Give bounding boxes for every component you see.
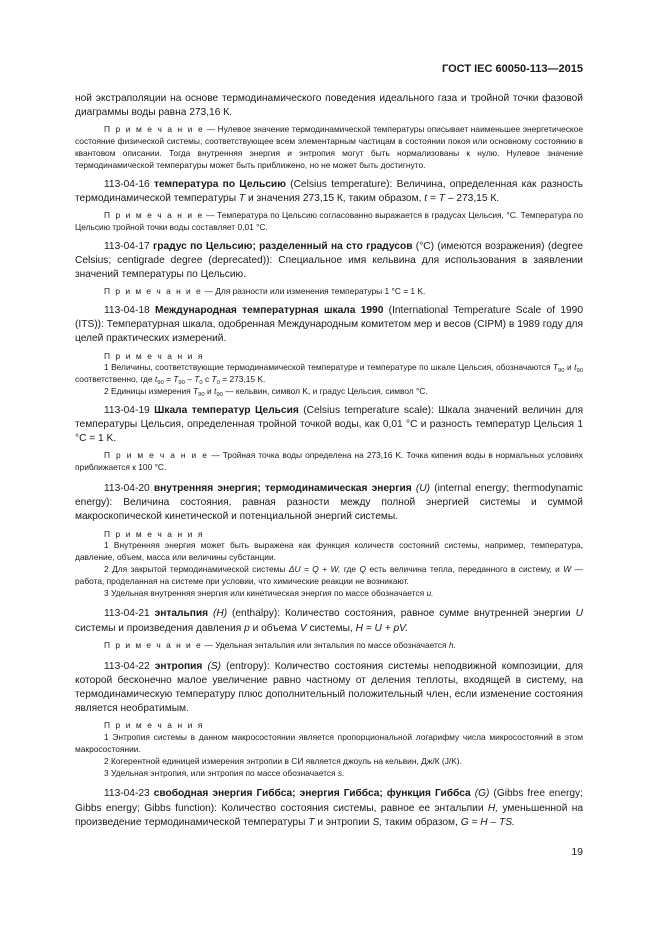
term-code: 113-04-16 bbox=[104, 178, 150, 190]
term-code: 113-04-21 bbox=[104, 608, 150, 620]
term-code: 113-04-22 bbox=[104, 660, 150, 672]
symbol: T bbox=[308, 816, 315, 828]
note-label: П р и м е ч а н и е bbox=[104, 286, 203, 297]
conjunction: и объема bbox=[252, 622, 297, 634]
term-code: 113-04-20 bbox=[104, 483, 150, 494]
term-name: градус по Цельсию; разделенный на сто градусов bbox=[153, 240, 413, 252]
symbol: (U) bbox=[415, 483, 431, 494]
symbol: t bbox=[154, 374, 158, 385]
note-thermodynamic-zero bbox=[75, 124, 583, 171]
term-definition-cont: системы, bbox=[309, 622, 353, 634]
note-text: — Удельная энтальпия или энтальпия по массе обозначается bbox=[204, 639, 447, 650]
page-number: 19 bbox=[571, 846, 583, 858]
term-definition-cont: системы и произведения давления bbox=[75, 622, 242, 634]
note-text: — Тройная точка воды определена на 273,16 K. Точка кипения воды в нормальных условиях приближается к 100 °C. bbox=[75, 450, 583, 473]
note-label: П р и м е ч а н и е bbox=[104, 450, 209, 461]
note-label: П р и м е ч а н и е bbox=[104, 210, 204, 220]
symbol: T bbox=[211, 374, 217, 385]
equals: = bbox=[429, 192, 439, 204]
note-text: 3 Удельная внутренняя энергия или кинетическая энергия по массе обозначается bbox=[104, 587, 425, 598]
term-definition: (enthalpy): Количество состояния, равное сумме внутренней энергии bbox=[231, 608, 571, 620]
term-definition-end: – 273,15 К. bbox=[447, 192, 500, 204]
term-entry-113-04-16 bbox=[75, 178, 583, 206]
term-entry-113-04-20 bbox=[75, 482, 583, 525]
page-body bbox=[75, 92, 583, 830]
term-entry-113-04-22 bbox=[75, 660, 583, 717]
note-specific-enthalpy bbox=[75, 640, 583, 652]
symbol: T bbox=[193, 386, 199, 396]
symbol: S, bbox=[372, 816, 383, 828]
conjunction: и bbox=[567, 362, 572, 373]
symbol: H, bbox=[487, 802, 499, 814]
term-name: свободная энергия Гиббса; энергия Гиббса; функция Гиббса bbox=[153, 788, 471, 800]
symbol: (G) bbox=[474, 788, 490, 800]
symbol: T bbox=[194, 374, 200, 385]
note-item-3 bbox=[75, 768, 583, 780]
note-text: — Температура по Цельсию согласованно выражается в градусах Цельсия, °C. Температура по Цельсию тройной точки воды составляет 0,01 °C. bbox=[75, 210, 583, 232]
intro-paragraph: ной экстраполяции на основе термодинамического поведения идеального газа и тройной точки фазовой диаграммы воды равна 273,16 К. bbox=[75, 93, 583, 119]
term-definition-cont: и значения 273,15 К, таким образом, bbox=[247, 192, 422, 204]
term-code: 113-04-19 bbox=[104, 404, 150, 416]
term-definition: (Gibbs free energy; Gibbs energy; Gibbs function): Количество состояния системы, равное ее энтальпии bbox=[75, 788, 583, 814]
term-definition: (Celsius temperature scale): Шкала значений величин для температуры Цельсия, определенная тройной точкой воды, как 0,01 °C и разность температур Цельсия 1 °C = 1 K. bbox=[75, 404, 583, 445]
note-text: — Нулевое значение термодинамической температуры описывает наименьшее энергетическое состояние физической системы, соответствующее всем элементарным частицам в состоянии покоя или основному состоянию в квантовом описании. Тогда внутренняя энергия и энтропия могут быть нормализованы к нулю. Нулевое значение термодинамической температуры может быть приближено, но не может быть достигнуто. bbox=[75, 124, 584, 170]
subscript: 90 bbox=[558, 368, 565, 375]
note-item-1: 1 Внутренняя энергия может быть выражена как функция количеств состояний системы, например, температура, давление, объем, масса или величины субстанции. bbox=[75, 540, 583, 563]
subscript: 90 bbox=[178, 380, 185, 387]
term-definition: (International Temperature Scale of 1990 (ITS)): Температурная шкала, одобренная Международным комитетом мер и весов (CIPM) в 1989 году для целей практических измерений. bbox=[75, 305, 583, 345]
symbol: s. bbox=[337, 767, 345, 778]
term-entry-113-04-23 bbox=[75, 787, 583, 830]
term-definition: (entropy): Количество состояния системы неподвижной композиции, для которой бесконечно малое увеличение равно частному от деления теплоты, входящей в систему, на термодинамическую температуру плюс дополнительный положительный член, если изменение состояния является необратимым. bbox=[75, 660, 583, 715]
term-definition: (internal energy; thermodynamic energy): Величина состояния, равная разности между полной энергией системы и суммой макроскопической кинетической и потенциальной энергий системы. bbox=[75, 483, 583, 523]
note-text: 2 Единицы измерения bbox=[104, 386, 191, 396]
note-text: где bbox=[343, 564, 357, 574]
symbol: W bbox=[563, 564, 572, 574]
term-definition: (Celsius temperature): Величина, определенная как разность термодинамической температуры bbox=[75, 178, 583, 204]
note-degree-celsius bbox=[75, 286, 583, 298]
symbol: h. bbox=[448, 639, 456, 650]
conjunction: с bbox=[205, 374, 210, 385]
term-entry-113-04-19 bbox=[75, 404, 583, 447]
subscript: 0 bbox=[199, 380, 203, 387]
note-item-2: 2 Когерентной единицей измерения энтропии в СИ является джоуль на кельвин, Дж/К (J/K). bbox=[104, 755, 462, 766]
symbol: U bbox=[575, 608, 583, 620]
subscript: 90 bbox=[216, 392, 223, 398]
term-name: энтальпия bbox=[154, 608, 209, 620]
note-triple-point bbox=[75, 450, 583, 474]
symbol: T bbox=[438, 192, 445, 204]
term-entry-113-04-17 bbox=[75, 240, 583, 283]
term-code: 113-04-23 bbox=[104, 788, 150, 800]
formula: G = H – TS. bbox=[460, 816, 515, 828]
symbol: (H) bbox=[212, 608, 228, 620]
symbol: t bbox=[424, 192, 428, 204]
symbol: (S) bbox=[207, 660, 222, 672]
subscript: 90 bbox=[576, 368, 583, 375]
document-header: ГОСТ IEC 60050-113—2015 bbox=[442, 63, 583, 75]
note-item-2 bbox=[75, 386, 583, 398]
term-definition-cont: уменьшенной на произведение термодинамической температуры bbox=[75, 802, 583, 828]
subscript: 90 bbox=[157, 380, 164, 387]
symbol: T bbox=[238, 192, 246, 204]
term-entry-113-04-18 bbox=[75, 304, 583, 347]
note-text: 2 Для закрытой термодинамической системы bbox=[104, 564, 286, 574]
note-text: есть величина тепла, переданного в систему, и bbox=[369, 564, 560, 574]
note-label: П р и м е ч а н и е bbox=[104, 124, 205, 135]
formula: ΔU = Q + W, bbox=[288, 564, 341, 574]
note-celsius-temperature bbox=[75, 210, 583, 234]
term-name: Международная температурная шкала 1990 bbox=[155, 305, 384, 316]
note-text: — работа, проделанная на системе при условии, что химические реакции не возникают. bbox=[75, 564, 583, 586]
symbol: u. bbox=[426, 587, 434, 598]
conjunction: и энтропии bbox=[317, 816, 370, 828]
term-code: 113-04-17 bbox=[104, 240, 150, 252]
symbol: Q bbox=[359, 564, 367, 574]
note-text: — Для разности или изменения температуры 1 °C = 1 K. bbox=[204, 286, 426, 297]
note-text: 1 Величины, соответствующие термодинамической температуре и температуре по шкале Цельсия, обозначаются bbox=[104, 362, 551, 373]
note-text: соответственно, где bbox=[75, 374, 153, 385]
term-definition-end: таким образом, bbox=[384, 816, 458, 828]
term-name: внутренняя энергия; термодинамическая энергия bbox=[153, 483, 412, 494]
term-name: Шкала температур Цельсия bbox=[154, 404, 299, 416]
symbol: t bbox=[574, 362, 577, 373]
notes-heading: П р и м е ч а н и я bbox=[104, 720, 204, 731]
subscript: 90 bbox=[198, 392, 205, 398]
symbol: t bbox=[214, 386, 217, 396]
symbol: V bbox=[299, 622, 307, 634]
symbol: p bbox=[244, 622, 250, 634]
notes-heading: П р и м е ч а н и я bbox=[104, 528, 204, 539]
term-name: энтропия bbox=[154, 660, 203, 672]
note-label: П р и м е ч а н и е bbox=[104, 639, 203, 650]
equals: = bbox=[166, 374, 171, 385]
subscript: 0 bbox=[216, 380, 220, 387]
note-text: 3 Удельная энтропия, или энтропия по массе обозначается bbox=[104, 767, 336, 778]
notes-heading: П р и м е ч а н и я bbox=[104, 350, 204, 361]
symbol: T bbox=[173, 374, 179, 385]
term-definition: (°C) (имеются возражения) (degree Celsius; centigrade degree (deprecated)): Специальное имя кельвина для использования в заявлении значений температуры по Цельсию. bbox=[75, 240, 583, 280]
note-item-3 bbox=[75, 588, 583, 600]
note-item-1 bbox=[75, 362, 583, 386]
term-entry-113-04-21 bbox=[75, 607, 583, 635]
term-name: температура по Цельсию bbox=[153, 178, 286, 190]
formula: H = U + pV. bbox=[355, 622, 409, 634]
term-code: 113-04-18 bbox=[104, 305, 150, 316]
note-item-1: 1 Энтропия системы в данном макросостоянии является пропорциональной логарифму числа микросостояний в этом макросостоянии. bbox=[75, 732, 583, 754]
minus: – bbox=[187, 374, 192, 385]
symbol: T bbox=[552, 362, 559, 373]
conjunction: и bbox=[206, 386, 212, 396]
note-text: — кельвин, символ K, и градус Цельсия, символ °C. bbox=[225, 386, 428, 396]
note-text: = 273,15 K. bbox=[222, 374, 266, 385]
note-item-2 bbox=[75, 564, 583, 588]
